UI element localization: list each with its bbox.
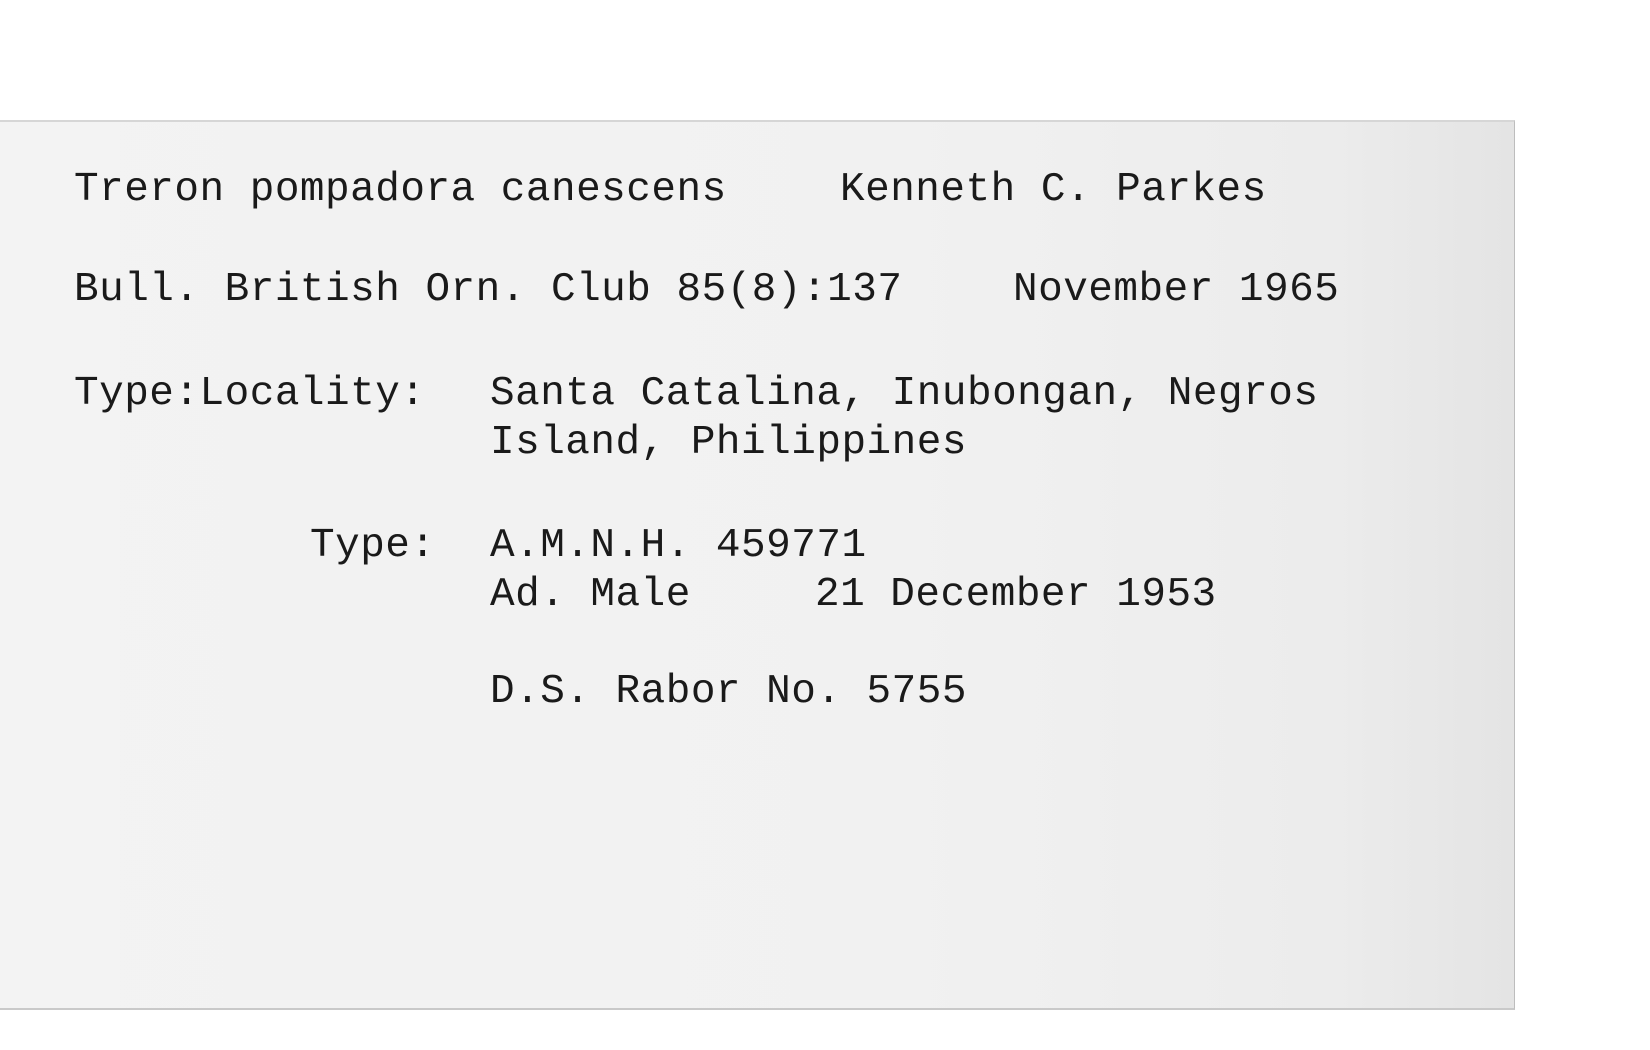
publication-date: November 1965 [1013, 267, 1340, 313]
index-card [0, 120, 1515, 1010]
type-locality-label: Type:Locality: [74, 371, 426, 417]
publication-citation: Bull. British Orn. Club 85(8):137 [74, 267, 903, 313]
type-specimen-number: A.M.N.H. 459771 [490, 523, 867, 569]
type-sex: Ad. Male [490, 572, 691, 618]
collector-number: D.S. Rabor No. 5755 [490, 669, 967, 715]
type-collection-date: 21 December 1953 [815, 572, 1217, 618]
type-label: Type: [310, 523, 436, 569]
taxon-name: Treron pompadora canescens [74, 167, 727, 213]
type-locality-line-2: Island, Philippines [490, 420, 967, 466]
author-name: Kenneth C. Parkes [840, 167, 1267, 213]
type-locality-line-1: Santa Catalina, Inubongan, Negros [490, 371, 1319, 417]
